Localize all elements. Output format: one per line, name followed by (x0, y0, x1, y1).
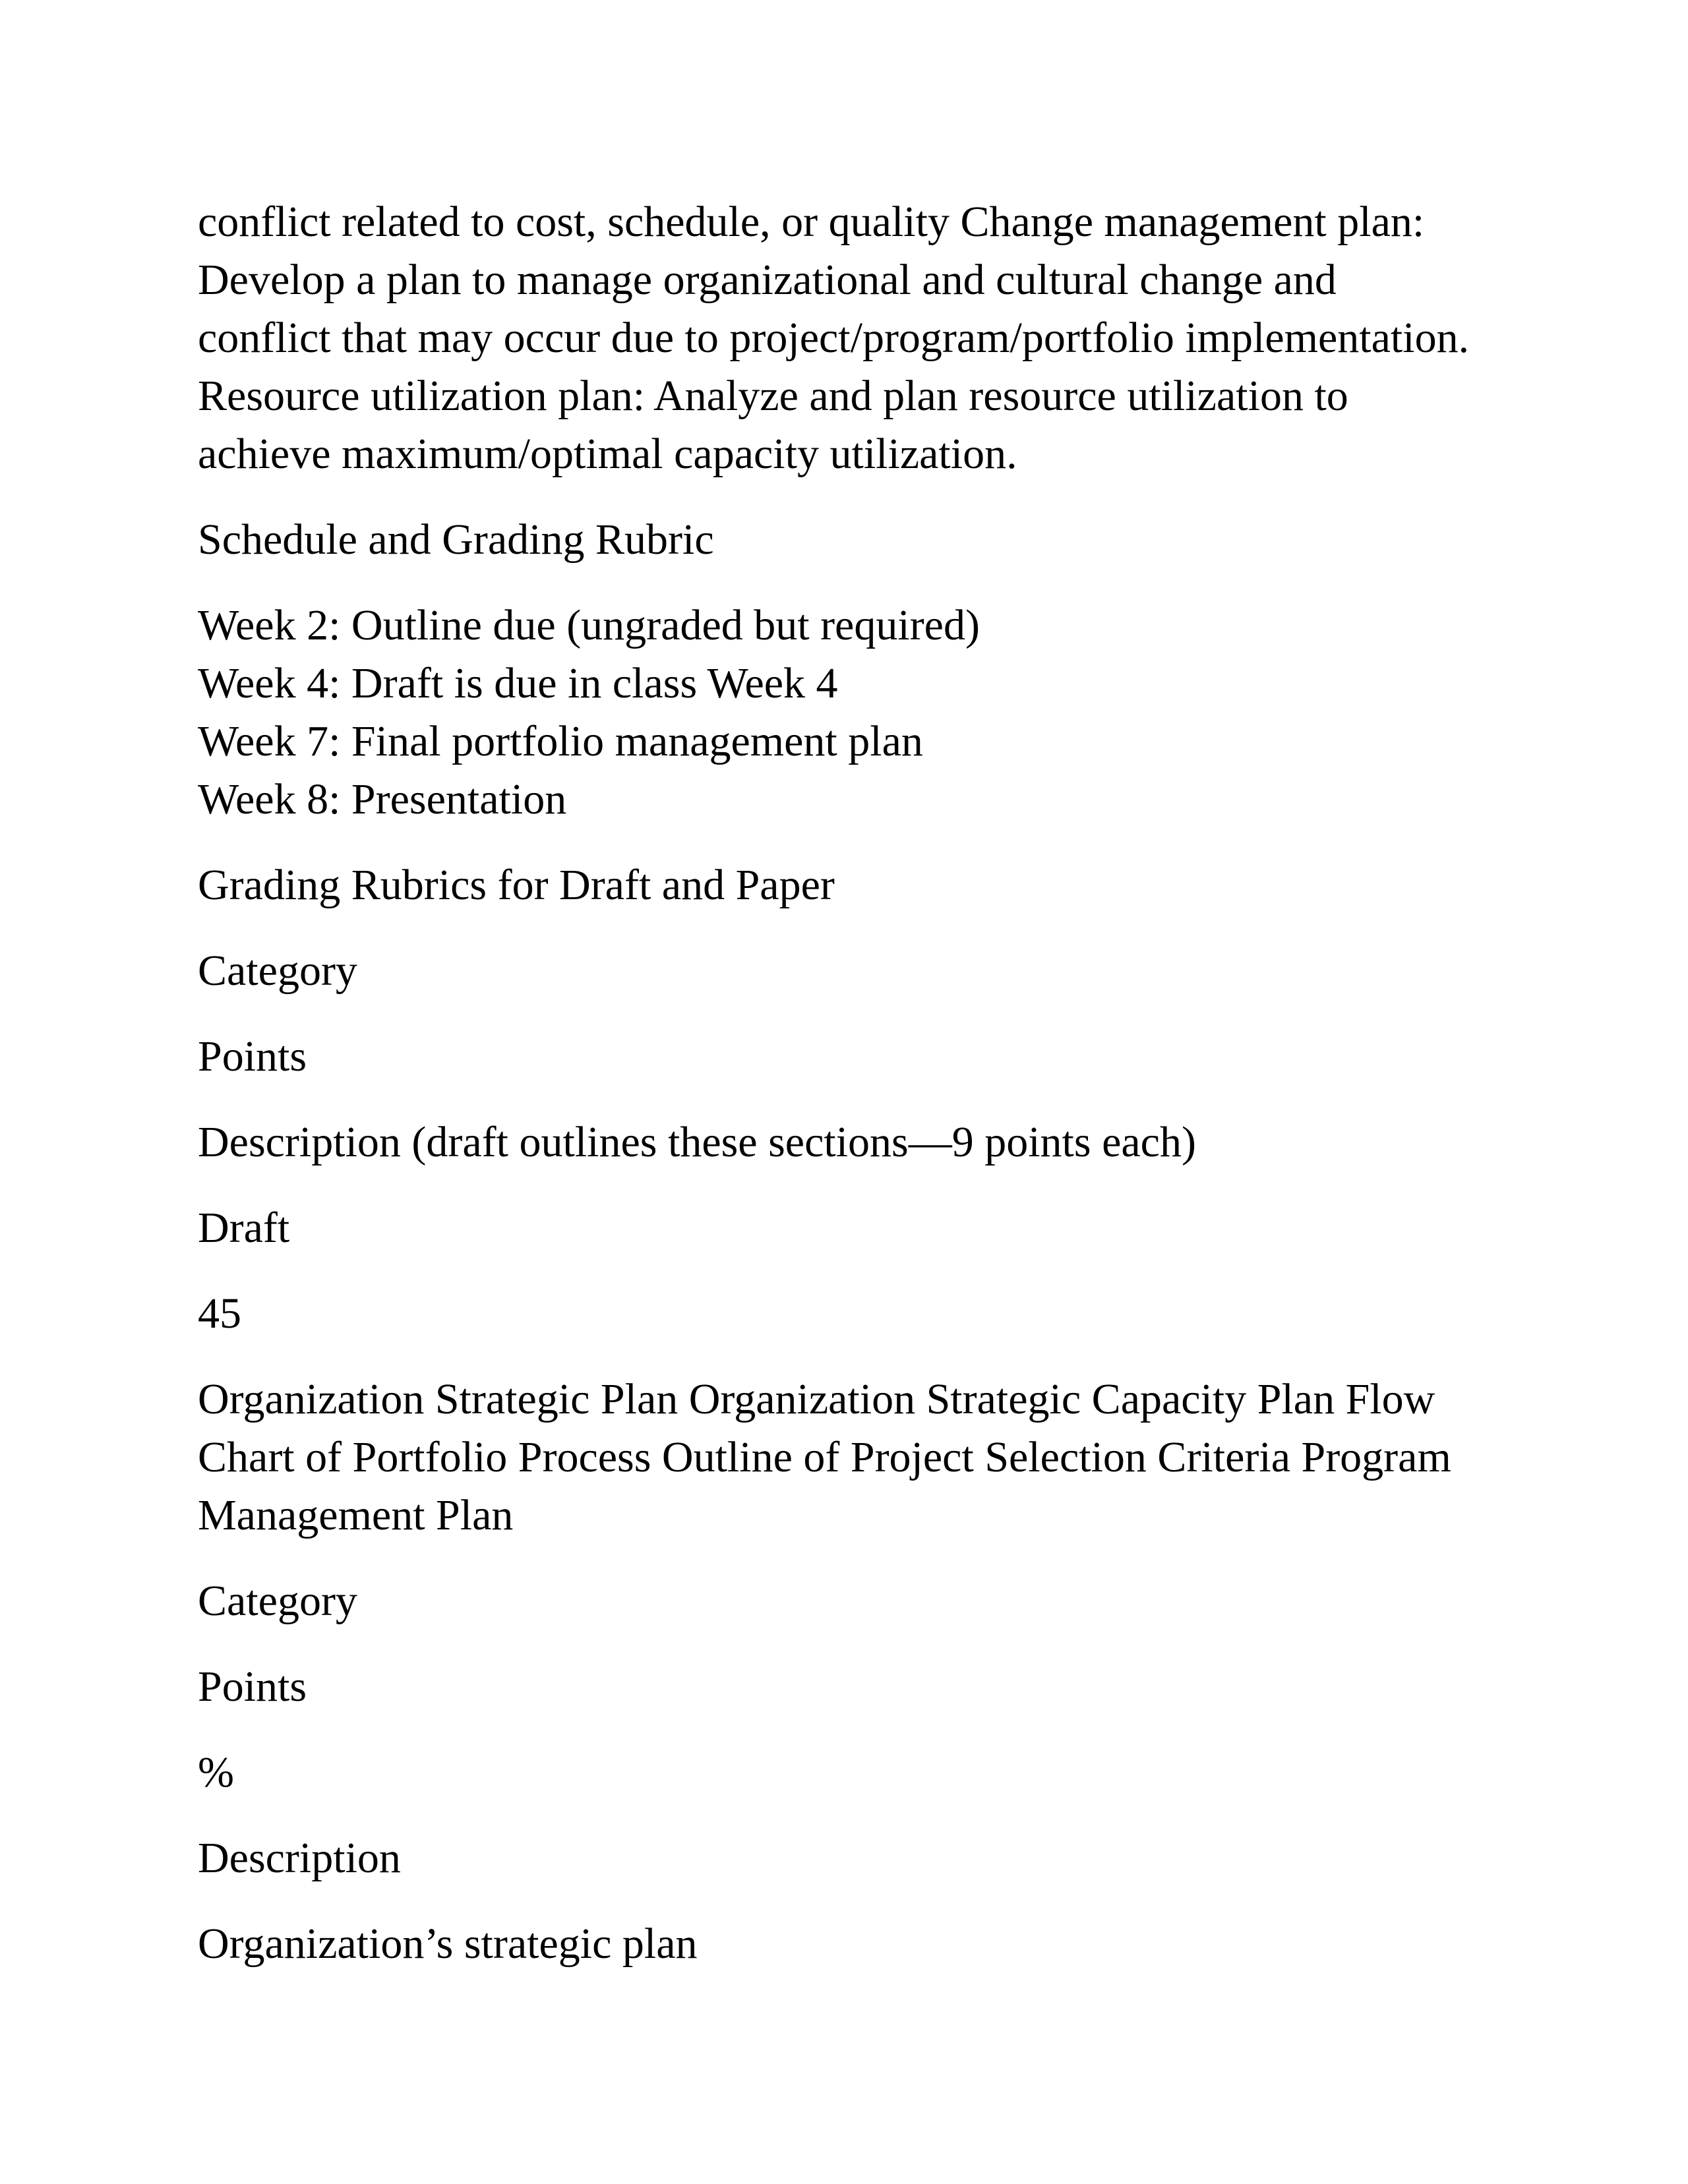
text-line: conflict that may occur due to project/program/portfolio implementation. (198, 314, 1470, 362)
rubric-heading: Grading Rubrics for Draft and Paper (198, 861, 835, 909)
table1-row-category: Draft (198, 1204, 290, 1252)
table1-header-points: Points (198, 1032, 307, 1080)
table2-header-percent: % (198, 1748, 234, 1796)
table2-header-description: Description (198, 1834, 401, 1882)
schedule-item: Week 2: Outline due (ungraded but required) (198, 601, 980, 649)
text-line: Organization Strategic Plan Organization Strategic Capacity Plan Flow (198, 1375, 1435, 1423)
text-line: Develop a plan to manage organizational and cultural change and (198, 256, 1337, 304)
table2-header-category: Category (198, 1577, 357, 1625)
text-line: achieve maximum/optimal capacity utilization. (198, 430, 1017, 478)
text-line: Resource utilization plan: Analyze and plan resource utilization to (198, 372, 1348, 420)
document-body (198, 193, 1517, 2001)
text-line: conflict related to cost, schedule, or quality Change management plan: (198, 198, 1425, 246)
table1-row-description (198, 1371, 1517, 1545)
table2-row-category: Organization’s strategic plan (198, 1920, 698, 1968)
schedule-heading: Schedule and Grading Rubric (198, 516, 714, 564)
table1-header-description: Description (draft outlines these sections—9 points each) (198, 1118, 1196, 1166)
text-line: Chart of Portfolio Process Outline of Project Selection Criteria Program (198, 1433, 1451, 1481)
schedule-list (198, 597, 1517, 829)
intro-paragraph (198, 193, 1517, 483)
text-line: Management Plan (198, 1491, 514, 1539)
table2-header-points: Points (198, 1663, 307, 1711)
table1-header-category: Category (198, 947, 357, 995)
schedule-item: Week 8: Presentation (198, 775, 567, 823)
schedule-item: Week 4: Draft is due in class Week 4 (198, 659, 838, 707)
schedule-item: Week 7: Final portfolio management plan (198, 717, 923, 765)
table1-row-points: 45 (198, 1289, 241, 1338)
